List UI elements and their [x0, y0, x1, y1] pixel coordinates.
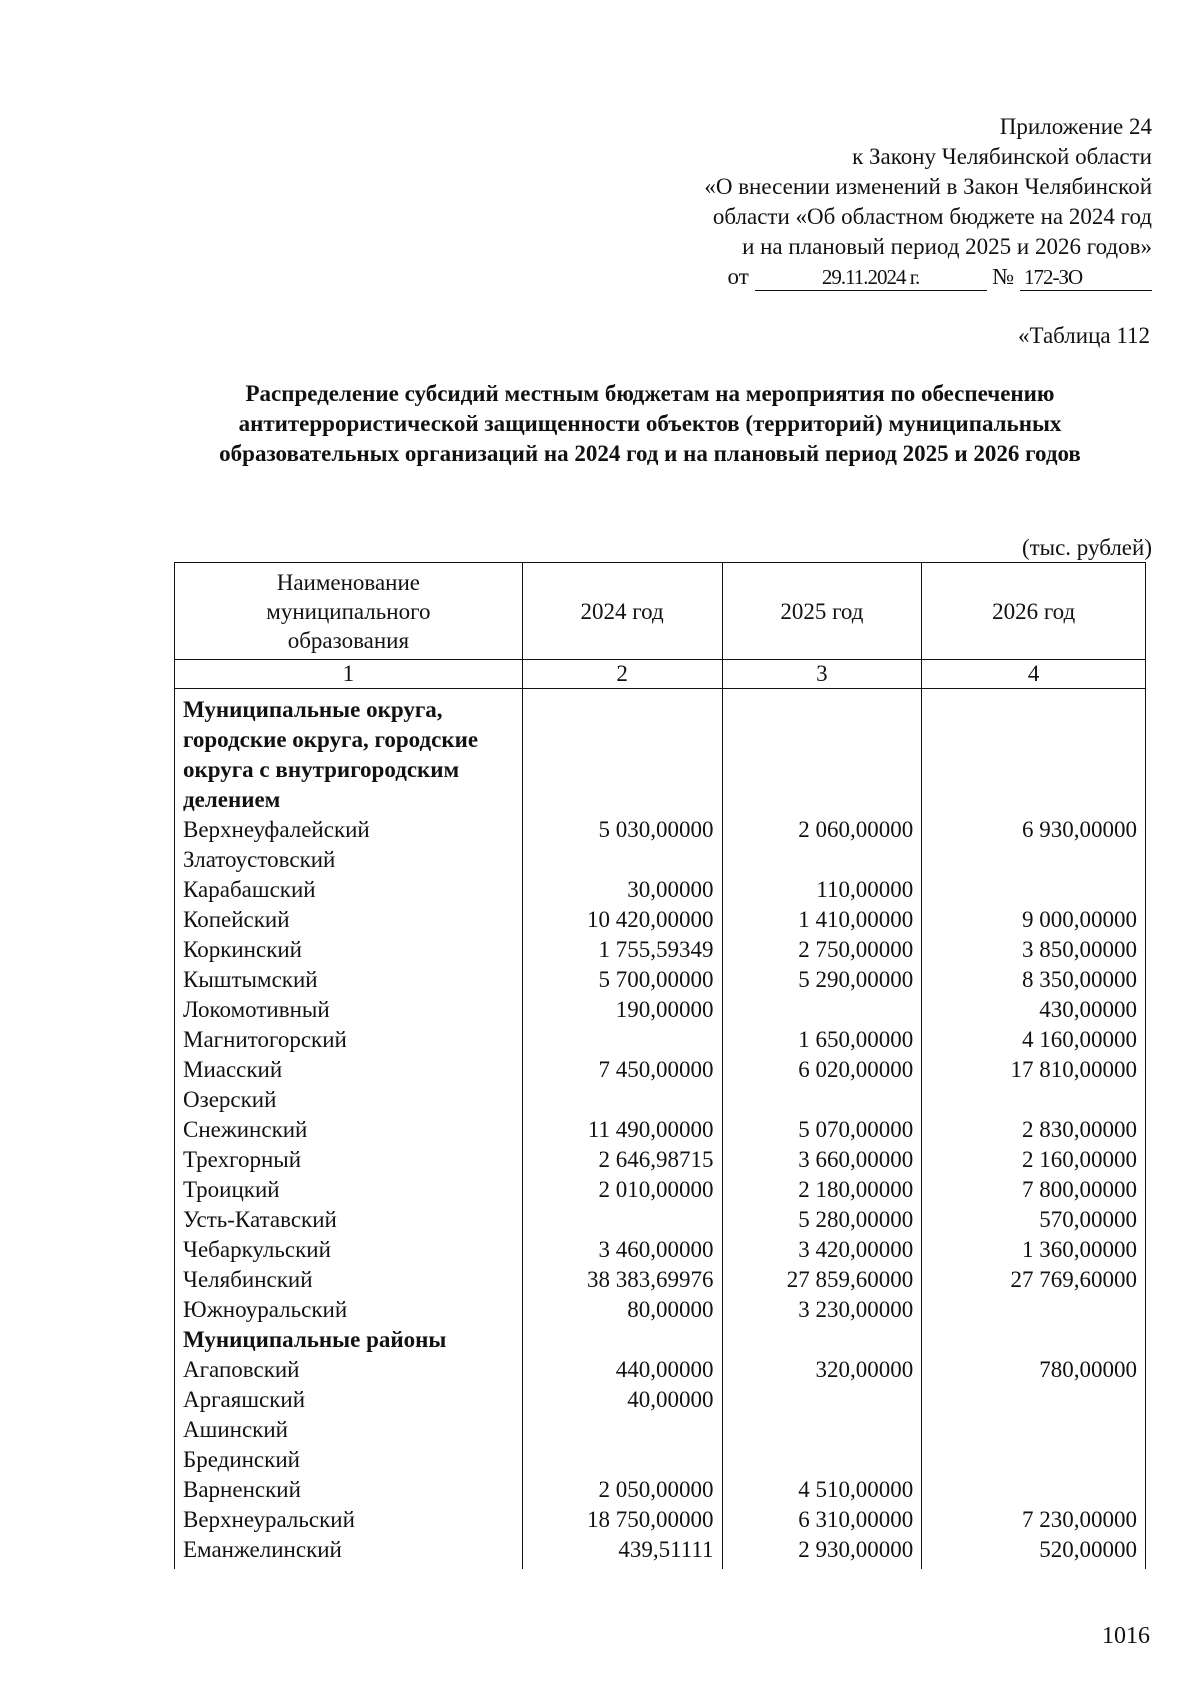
value-2024: 80,00000	[522, 1295, 722, 1325]
municipality-name: Верхнеуральский	[175, 1505, 523, 1535]
table-row	[175, 1355, 1146, 1385]
table-row	[175, 815, 1146, 845]
group-title: Муниципальные районы	[175, 1325, 523, 1355]
value-2026	[922, 1295, 1146, 1325]
value-2024: 18 750,00000	[522, 1505, 722, 1535]
table-header-row	[175, 563, 1146, 660]
value-2025: 5 290,00000	[722, 965, 922, 995]
value-2026	[922, 845, 1146, 875]
law-date: 29.11.2024 г.	[755, 264, 987, 291]
municipality-name: Еманжелинский	[175, 1535, 523, 1569]
table-row	[175, 875, 1146, 905]
value-2024	[522, 689, 722, 816]
value-2025	[722, 845, 922, 875]
column-number-3: 3	[722, 660, 922, 689]
appendix-line-5: и на плановый период 2025 и 2026 годов»	[742, 234, 1152, 259]
table-row	[175, 1295, 1146, 1325]
law-number: 172-ЗО	[1020, 264, 1152, 291]
municipality-name: Южноуральский	[175, 1295, 523, 1325]
value-2024: 5 700,00000	[522, 965, 722, 995]
municipality-name: Аргаяшский	[175, 1385, 523, 1415]
value-2025	[722, 1445, 922, 1475]
municipality-name: Златоустовский	[175, 845, 523, 875]
value-2024	[522, 1325, 722, 1355]
date-prefix: от	[727, 264, 749, 289]
value-2025: 6 020,00000	[722, 1055, 922, 1085]
value-2025	[722, 995, 922, 1025]
municipality-name: Локомотивный	[175, 995, 523, 1025]
value-2026: 8 350,00000	[922, 965, 1146, 995]
table-row	[175, 1085, 1146, 1115]
group-header-row	[175, 1325, 1146, 1355]
municipality-name: Снежинский	[175, 1115, 523, 1145]
value-2025: 27 859,60000	[722, 1265, 922, 1295]
municipality-name: Озерский	[175, 1085, 523, 1115]
value-2026: 7 800,00000	[922, 1175, 1146, 1205]
table-row	[175, 995, 1146, 1025]
table-row	[175, 1025, 1146, 1055]
municipality-name: Ашинский	[175, 1415, 523, 1445]
municipality-name: Брединский	[175, 1445, 523, 1475]
value-2025: 3 660,00000	[722, 1145, 922, 1175]
value-2025: 1 410,00000	[722, 905, 922, 935]
group-title: Муниципальные округа, городские округа, городские округа с внутригородским делением	[175, 689, 523, 816]
table-row	[175, 845, 1146, 875]
value-2024: 11 490,00000	[522, 1115, 722, 1145]
column-number-row	[175, 660, 1146, 689]
table-body	[175, 689, 1146, 1570]
value-2026: 4 160,00000	[922, 1025, 1146, 1055]
value-2024	[522, 1415, 722, 1445]
value-2026	[922, 1475, 1146, 1505]
municipality-name: Челябинский	[175, 1265, 523, 1295]
value-2025: 1 650,00000	[722, 1025, 922, 1055]
table-row	[175, 1115, 1146, 1145]
table-row	[175, 1385, 1146, 1415]
municipality-name: Кыштымский	[175, 965, 523, 995]
value-2024: 40,00000	[522, 1385, 722, 1415]
value-2026	[922, 1325, 1146, 1355]
value-2026: 2 830,00000	[922, 1115, 1146, 1145]
column-number-1: 1	[175, 660, 523, 689]
appendix-line-2: к Закону Челябинской области	[852, 144, 1152, 169]
value-2026	[922, 1415, 1146, 1445]
value-2025	[722, 1085, 922, 1115]
value-2025	[722, 1325, 922, 1355]
value-2024: 10 420,00000	[522, 905, 722, 935]
municipality-name: Варненский	[175, 1475, 523, 1505]
municipality-name: Миасский	[175, 1055, 523, 1085]
table-row	[175, 1415, 1146, 1445]
header-name: Наименование муниципального образования	[175, 563, 523, 660]
page-number: 1016	[1102, 1623, 1150, 1649]
municipality-name: Верхнеуфалейский	[175, 815, 523, 845]
value-2025: 2 060,00000	[722, 815, 922, 845]
value-2026	[922, 875, 1146, 905]
table-label: «Таблица 112	[1017, 323, 1150, 348]
appendix-line-4: области «Об областном бюджете на 2024 год	[712, 204, 1152, 229]
column-number-4: 4	[922, 660, 1146, 689]
units-label: (тыс. рублей)	[1021, 535, 1152, 560]
value-2024: 30,00000	[522, 875, 722, 905]
value-2026	[922, 1445, 1146, 1475]
value-2024: 3 460,00000	[522, 1235, 722, 1265]
table-row	[175, 1175, 1146, 1205]
value-2024: 2 646,98715	[522, 1145, 722, 1175]
municipality-name: Трехгорный	[175, 1145, 523, 1175]
table-row	[175, 1505, 1146, 1535]
value-2024: 38 383,69976	[522, 1265, 722, 1295]
value-2025	[722, 1385, 922, 1415]
value-2025: 3 420,00000	[722, 1235, 922, 1265]
table-row	[175, 905, 1146, 935]
value-2024	[522, 1445, 722, 1475]
appendix-header	[512, 112, 1152, 292]
value-2025: 5 070,00000	[722, 1115, 922, 1145]
value-2026: 2 160,00000	[922, 1145, 1146, 1175]
municipality-name: Магнитогорский	[175, 1025, 523, 1055]
signature-line	[512, 262, 1152, 292]
value-2025: 2 750,00000	[722, 935, 922, 965]
group-header-row	[175, 689, 1146, 816]
table-row	[175, 1445, 1146, 1475]
municipality-name: Усть-Катавский	[175, 1205, 523, 1235]
value-2026	[922, 1085, 1146, 1115]
value-2025: 6 310,00000	[722, 1505, 922, 1535]
value-2025: 2 930,00000	[722, 1535, 922, 1569]
value-2025: 110,00000	[722, 875, 922, 905]
appendix-line-3: «О внесении изменений в Закон Челябинской	[704, 174, 1152, 199]
value-2025: 3 230,00000	[722, 1295, 922, 1325]
value-2026: 6 930,00000	[922, 815, 1146, 845]
value-2026: 780,00000	[922, 1355, 1146, 1385]
table-row	[175, 1055, 1146, 1085]
table-row	[175, 1535, 1146, 1569]
value-2026: 430,00000	[922, 995, 1146, 1025]
value-2026: 570,00000	[922, 1205, 1146, 1235]
table-row	[175, 965, 1146, 995]
subsidy-table	[174, 562, 1146, 1569]
value-2025	[722, 689, 922, 816]
number-prefix: №	[992, 264, 1015, 289]
value-2026: 3 850,00000	[922, 935, 1146, 965]
value-2025	[722, 1415, 922, 1445]
table-row	[175, 1235, 1146, 1265]
value-2024: 2 050,00000	[522, 1475, 722, 1505]
document-title: Распределение субсидий местным бюджетам на мероприятия по обеспечению антитеррористической защищенности объектов (территорий) муниципальных образовательных организаций на 2024 год и на плановый период 2025 и 2026 годов	[219, 381, 1081, 466]
value-2025: 2 180,00000	[722, 1175, 922, 1205]
value-2026: 9 000,00000	[922, 905, 1146, 935]
value-2024: 439,51111	[522, 1535, 722, 1569]
table-row	[175, 1205, 1146, 1235]
header-2024: 2024 год	[522, 563, 722, 660]
table-row	[175, 1475, 1146, 1505]
table-row	[175, 1145, 1146, 1175]
value-2024: 440,00000	[522, 1355, 722, 1385]
municipality-name: Троицкий	[175, 1175, 523, 1205]
header-2026: 2026 год	[922, 563, 1146, 660]
value-2025: 5 280,00000	[722, 1205, 922, 1235]
value-2026	[922, 1385, 1146, 1415]
value-2026: 7 230,00000	[922, 1505, 1146, 1535]
value-2026: 27 769,60000	[922, 1265, 1146, 1295]
value-2026	[922, 689, 1146, 816]
value-2024: 5 030,00000	[522, 815, 722, 845]
table-row	[175, 935, 1146, 965]
municipality-name: Карабашский	[175, 875, 523, 905]
value-2025: 4 510,00000	[722, 1475, 922, 1505]
municipality-name: Чебаркульский	[175, 1235, 523, 1265]
value-2024	[522, 1085, 722, 1115]
value-2026: 17 810,00000	[922, 1055, 1146, 1085]
table-row	[175, 1265, 1146, 1295]
column-number-2: 2	[522, 660, 722, 689]
value-2025: 320,00000	[722, 1355, 922, 1385]
value-2024: 2 010,00000	[522, 1175, 722, 1205]
value-2026: 520,00000	[922, 1535, 1146, 1569]
municipality-name: Копейский	[175, 905, 523, 935]
header-2025: 2025 год	[722, 563, 922, 660]
value-2024	[522, 845, 722, 875]
value-2024: 7 450,00000	[522, 1055, 722, 1085]
value-2024	[522, 1025, 722, 1055]
value-2024: 190,00000	[522, 995, 722, 1025]
municipality-name: Агаповский	[175, 1355, 523, 1385]
municipality-name: Коркинский	[175, 935, 523, 965]
value-2026: 1 360,00000	[922, 1235, 1146, 1265]
value-2024	[522, 1205, 722, 1235]
value-2024: 1 755,59349	[522, 935, 722, 965]
appendix-line-1: Приложение 24	[999, 114, 1152, 139]
